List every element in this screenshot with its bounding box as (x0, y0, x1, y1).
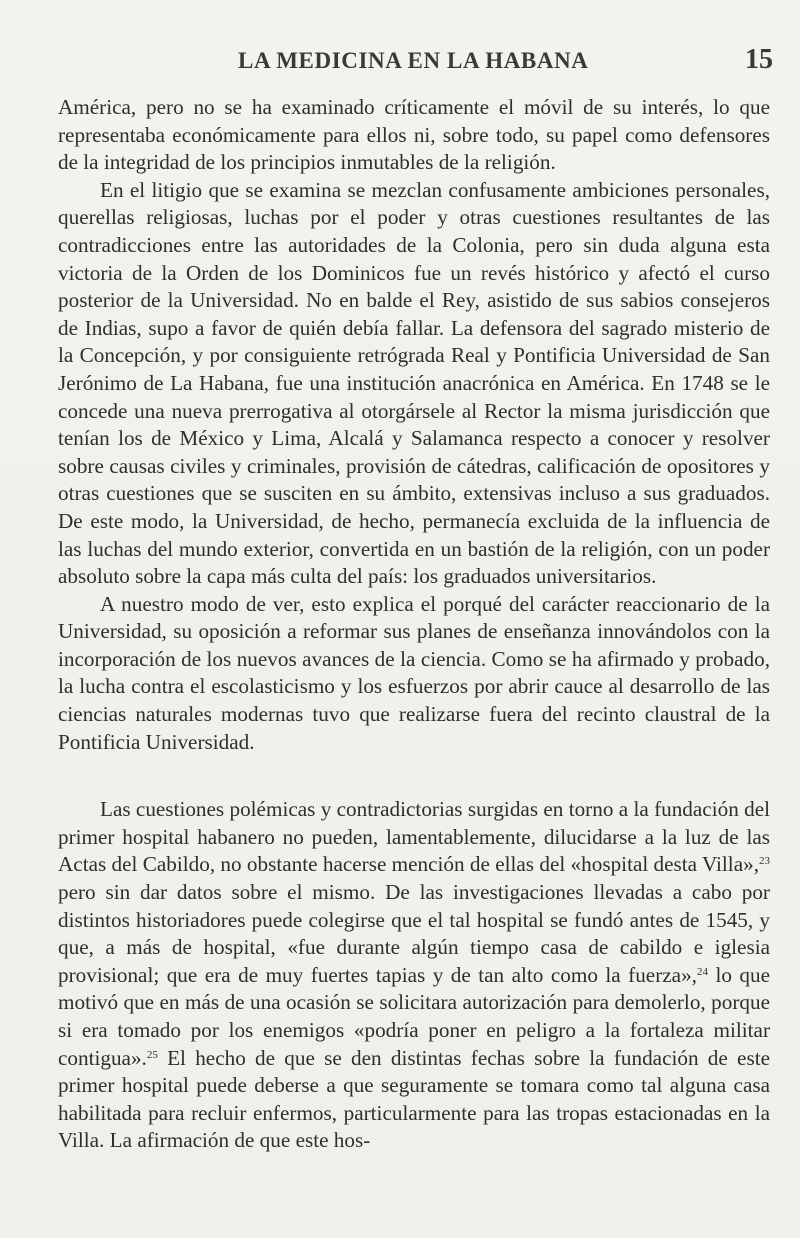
paragraph-4-part-c: lo que motivó que en más de una ocasión se solicitara autorización para demolerlo, porque si era tomado por los enemigos «podría poner en peligro a la fortaleza militar contigua». (58, 962, 771, 1070)
paragraph-4-part-b: pero sin dar datos sobre el mismo. De las investigaciones llevadas a cabo por distintos historiadores puede colegirse que el tal hospital se fundó antes de 1545, y que, a más de hospital, «fue durante algún tiempo casa de cabildo e iglesia provisional; que era de muy fuertes tapias y de tan alto como la fuerza», (58, 880, 770, 987)
paragraph-4-part-d: El hecho de que se den distintas fechas sobre la fundación de este primer hospital puede deberse a que seguramente se tomara como tal alguna casa habilitada para recluir enfermos, particularmente para las tropas estacionadas en la Villa. La afirmación de que este hos- (58, 1045, 770, 1153)
footnote-ref-25: 25 (146, 1048, 158, 1061)
paragraph-4-part-a: Las cuestiones polémicas y contradictorias surgidas en torno a la fundación del primer hospital habanero no pueden, lamentablemente, dilucidarse a la luz de las Actas del Cabildo, no obstante hacerse mención de ellas del «hospital desta Villa», (58, 797, 770, 877)
footnote-ref-23: 23 (759, 855, 770, 868)
paragraph-1: América, pero no se ha examinado críticamente el móvil de su interés, lo que representaba económicamente para ellos ni, sobre todo, su papel como defensores de la integridad de los principios inmutables de la religión. (58, 95, 770, 175)
footnote-ref-24: 24 (696, 965, 708, 978)
paragraph-2: En el litigio que se examina se mezclan confusamente ambiciones personales, querellas religiosas, luchas por el poder y otras cuestiones resultantes de las contradicciones entre las autoridades de la Colonia, pero sin duda alguna esta victoria de la Orden de los Dominicos fue un revés histórico y afectó el curso posterior de la Universidad. No en balde el Rey, asistido de sus sabios consejeros de Indias, supo a favor de quién debía fallar. La defensora del sagrado misterio de la Concepción, y por consiguiente retrógrada Real y Pontificia Universidad de San Jerónimo de La Habana, fue una institución anacrónica en América. En 1748 se le concede una nueva prerrogativa al otorgársele al Rector la misma jurisdicción que tenían los de México y Lima, Alcalá y Salamanca respecto a conocer y resolver sobre causas civiles y criminales, provisión de cátedras, calificación de opositores y otras cuestiones que se susciten en su ámbito, extensivas incluso a sus graduados. De este modo, la Universidad, de hecho, permanecía excluida de la influencia de las luchas del mundo exterior, convertida en un bastión de la religión, con un poder absoluto sobre la capa más culta del país: los graduados universitarios. (58, 177, 770, 589)
paragraph-3: A nuestro modo de ver, esto explica el porqué del carácter reaccionario de la Universidad, su oposición a reformar sus planes de enseñanza innovándolos con la incorporación de los nuevos avances de la ciencia. Como se ha afirmado y probado, la lucha contra el escolasticismo y los esfuerzos por abrir cauce al desarrollo de las ciencias naturales modernas tuvo que realizarse fuera del recinto claustral de la Pontificia Universidad. (58, 591, 770, 754)
body-text (58, 94, 770, 1155)
running-title: LA MEDICINA EN LA HABANA (238, 48, 589, 73)
page-number: 15 (745, 44, 773, 75)
paragraph-4 (58, 796, 770, 1155)
